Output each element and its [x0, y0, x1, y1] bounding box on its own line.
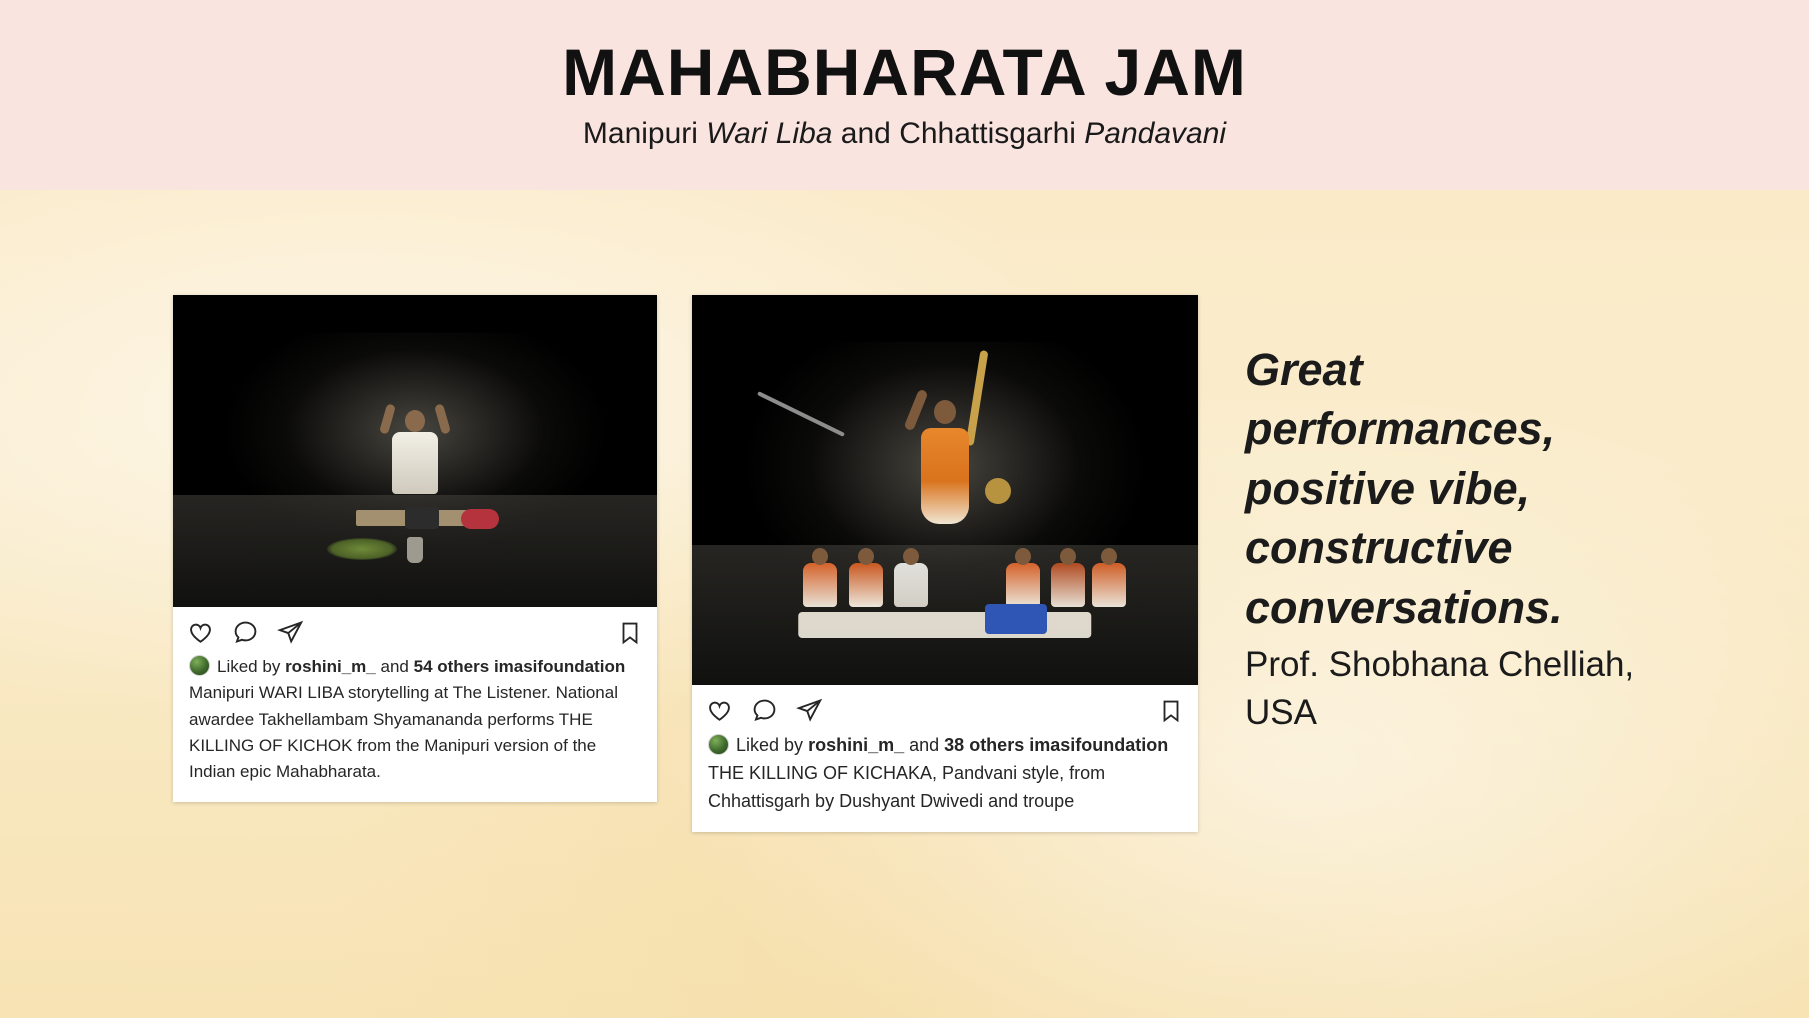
page-subtitle: [583, 116, 1226, 152]
post-account-name[interactable]: imasifoundation: [1029, 735, 1169, 755]
seated-musician: [803, 563, 837, 607]
drum-prop: [405, 507, 439, 529]
share-icon[interactable]: [796, 697, 823, 724]
stage-cloth: [798, 612, 1091, 638]
post-photo: [173, 295, 657, 607]
like-icon[interactable]: [706, 697, 733, 724]
post-account-name[interactable]: imasifoundation: [493, 657, 626, 676]
instagram-post-card: [173, 295, 657, 802]
post-action-group: [187, 619, 304, 646]
comment-icon[interactable]: [232, 619, 259, 646]
lead-performer-body: [921, 428, 969, 524]
blue-prop-box: [985, 604, 1047, 634]
liked-by-others-count[interactable]: 54 others: [413, 657, 490, 676]
musician-head: [1060, 548, 1076, 565]
post-action-group: [706, 697, 823, 724]
musician-head: [1101, 548, 1117, 565]
liked-by-prefix: Liked by: [736, 735, 804, 755]
avatar: [708, 734, 729, 755]
post-caption: [173, 652, 657, 802]
liked-by-user[interactable]: roshini_m_: [808, 735, 905, 755]
liked-by-conjunction: and: [909, 735, 940, 755]
seated-musician: [849, 563, 883, 607]
seated-musician: [1051, 563, 1085, 607]
liked-by-prefix: Liked by: [217, 657, 281, 676]
cushion-prop: [461, 509, 499, 529]
like-icon[interactable]: [187, 619, 214, 646]
testimonial-author: Prof. Shobhana Chelliah, USA: [1245, 644, 1635, 733]
comment-icon[interactable]: [751, 697, 778, 724]
post-caption: [692, 730, 1198, 832]
testimonial-quote: Great performances, positive vibe, constructive conversations.: [1245, 344, 1563, 633]
header-band: [0, 0, 1809, 190]
musician-head: [858, 548, 874, 565]
subtitle-part-4: Pandavani: [1084, 116, 1227, 150]
lamp-prop: [407, 537, 423, 563]
performer-head: [405, 410, 425, 432]
performer-body: [392, 432, 438, 494]
liked-by-conjunction: and: [380, 657, 409, 676]
subtitle-part-3: and Chhattisgarhi: [832, 116, 1085, 150]
bookmark-icon[interactable]: [617, 620, 643, 646]
subtitle-part-1: Manipuri: [582, 116, 707, 150]
testimonial: [1245, 340, 1645, 738]
seated-musician: [1006, 563, 1040, 607]
lead-performer-head: [934, 400, 956, 424]
avatar: [189, 655, 210, 676]
instagram-post-card: [692, 295, 1198, 832]
musician-head: [1015, 548, 1031, 565]
post-photo: [692, 295, 1198, 685]
post-action-bar: [692, 685, 1198, 730]
post-caption-text: THE KILLING OF KICHAKA, Pandvani style, from Chhattisgarh by Dushyant Dwivedi and troupe: [708, 762, 1106, 811]
liked-by-user[interactable]: roshini_m_: [285, 657, 376, 676]
page-title: MAHABHARATA JAM: [562, 35, 1247, 110]
seated-musician: [894, 563, 928, 607]
musician-head: [812, 548, 828, 565]
post-action-bar: [173, 607, 657, 652]
bookmark-icon[interactable]: [1158, 698, 1184, 724]
seated-musician: [1092, 563, 1126, 607]
share-icon[interactable]: [277, 619, 304, 646]
musician-head: [903, 548, 919, 565]
liked-by-others-count[interactable]: 38 others: [944, 735, 1025, 755]
post-caption-text: Manipuri WARI LIBA storytelling at The Listener. National awardee Takhellambam Shyamananda performs THE KILLING OF KICHOK from the Manipuri version of the Indian epic Mahabharata.: [189, 683, 618, 782]
subtitle-part-2: Wari Liba: [706, 116, 833, 150]
